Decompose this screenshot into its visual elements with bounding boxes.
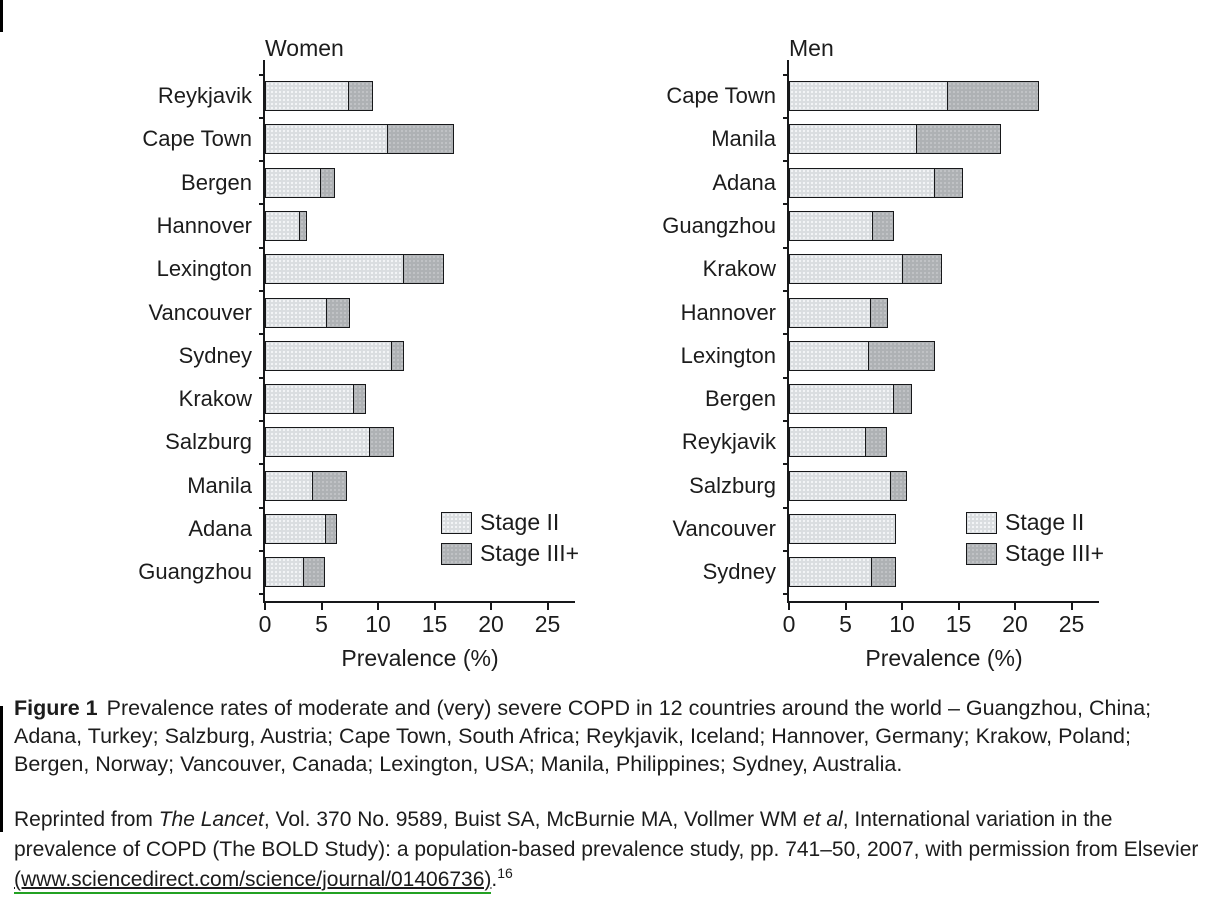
bar-lexington [789, 341, 935, 371]
bar-krakow [789, 254, 942, 284]
x-axis [787, 601, 1099, 603]
legend-swatch-stage-iii [966, 543, 997, 565]
y-axis-tick [783, 117, 788, 119]
attribution-segment: et al [803, 808, 843, 831]
x-tick-label: 10 [365, 611, 391, 637]
bar-vancouver [789, 514, 896, 544]
category-label: Hannover [680, 299, 776, 325]
y-axis-tick [783, 203, 788, 205]
x-axis-tick [1071, 603, 1073, 610]
bar-segment-stage-iii [947, 82, 1037, 110]
bar-hannover [789, 298, 888, 328]
category-label: Krakow [702, 256, 776, 282]
category-label: Lexington [680, 342, 776, 368]
category-label: Lexington [156, 256, 252, 282]
bar-reykjavik [789, 427, 887, 457]
bar-segment-stage-iii [902, 255, 940, 283]
category-label: Sydney [702, 559, 776, 585]
x-tick-label: 25 [1058, 611, 1085, 637]
bar-segment-stage-iii [890, 472, 906, 500]
y-axis-tick [783, 333, 788, 335]
category-label: Adana [188, 516, 252, 541]
y-axis-tick [783, 593, 788, 595]
legend-label: Stage II [480, 509, 560, 535]
y-axis-tick [783, 247, 788, 249]
y-axis-tick [783, 420, 788, 422]
scan-artifact-left-margin [0, 706, 3, 832]
x-axis-tick [958, 603, 960, 610]
category-label: Salzburg [689, 472, 776, 498]
category-label: Cape Town [142, 126, 252, 152]
figure-caption-body: Prevalence rates of moderate and (very) severe COPD in 12 countries around the world – Guangzhou, China; Adana, Turkey; Salzburg, Austria; Cape Town, South Africa; Reykjavik, Iceland; Hannover, Germany; Krakow, Poland; Bergen, Norway; Vancouver, Canada; Lexington, USA; Manila, Philippines; Sydney, Australia. [14, 696, 1152, 776]
y-axis-tick [783, 507, 788, 509]
y-axis-tick [783, 74, 788, 76]
x-axis-tick [788, 603, 790, 610]
bar-segment-stage-iii [934, 169, 962, 197]
category-label: Sydney [178, 342, 252, 368]
attribution-segment: The Lancet [158, 808, 264, 831]
x-tick-label: 10 [889, 611, 915, 637]
bar-adana [789, 168, 963, 198]
y-axis-tick [783, 160, 788, 162]
category-label: Guangzhou [138, 559, 252, 585]
x-axis-tick [1014, 603, 1016, 610]
category-label: Salzburg [165, 429, 252, 455]
category-label: Bergen [705, 386, 776, 412]
category-label: Hannover [156, 212, 252, 238]
figure-caption-label: Figure 1 [14, 696, 98, 720]
x-axis-label: Prevalence (%) [341, 645, 499, 671]
y-axis-tick [783, 377, 788, 379]
bar-segment-stage-iii [870, 299, 888, 327]
legend-label: Stage III+ [1005, 540, 1105, 566]
bar-bergen [789, 384, 912, 414]
y-axis-tick [783, 290, 788, 292]
bar-cape-town [789, 81, 1039, 111]
x-tick-label: 25 [534, 611, 561, 637]
category-label: Bergen [181, 169, 252, 195]
x-axis-tick [845, 603, 847, 610]
x-axis-tick [901, 603, 903, 610]
category-label: Reykjavik [681, 429, 776, 455]
y-axis-tick [783, 550, 788, 552]
x-tick-label: 0 [782, 611, 796, 637]
bar-salzburg [789, 471, 907, 501]
attribution-segment: , International variation in the prevalence of COPD (The BOLD Study): a population-based prevalence study, pp. 741–50, 2007, with permission from Elsevier [14, 808, 1199, 861]
reference-superscript: 16 [497, 865, 513, 881]
category-label: Krakow [178, 386, 252, 412]
x-tick-label: 20 [1002, 611, 1028, 637]
bar-sydney [789, 557, 896, 587]
legend-label: Stage III+ [480, 540, 580, 566]
attribution-text [14, 805, 1212, 895]
legend-swatch-stage-ii [966, 512, 997, 534]
bar-segment-stage-iii [893, 385, 911, 413]
attribution-segment: . [491, 868, 498, 891]
x-tick-label: 20 [478, 611, 504, 637]
bar-segment-stage-iii [868, 342, 933, 370]
x-tick-label: 5 [315, 611, 328, 637]
category-label: Manila [711, 126, 776, 152]
bar-manila [789, 124, 1001, 154]
bar-segment-stage-iii [872, 212, 893, 240]
x-tick-label: 5 [839, 611, 852, 637]
category-label: Vancouver [672, 516, 776, 541]
x-tick-label: 15 [421, 611, 448, 637]
bar-segment-stage-iii [865, 428, 886, 456]
category-label: Cape Town [666, 83, 776, 108]
chart-title: Men [789, 35, 834, 61]
figure-caption [14, 694, 1212, 778]
category-label: Vancouver [148, 299, 252, 325]
attribution-segment: , Vol. 370 No. 9589, Buist SA, McBurnie MA, Vollmer WM [263, 808, 804, 831]
category-label: Guangzhou [662, 212, 776, 238]
x-tick-label: 0 [258, 611, 272, 637]
bar-segment-stage-iii [871, 558, 896, 586]
category-label: Reykjavik [157, 83, 252, 108]
x-axis-label: Prevalence (%) [865, 645, 1023, 671]
bar-guangzhou [789, 211, 894, 241]
legend-label: Stage II [1005, 509, 1085, 535]
y-axis-tick [783, 463, 788, 465]
attribution-segment: Reprinted from [14, 808, 159, 831]
sciencedirect-link[interactable]: (www.sciencedirect.com/science/journal/01406736) [14, 868, 491, 894]
chart-title: Women [265, 35, 344, 61]
bar-segment-stage-iii [916, 125, 1001, 153]
category-label: Manila [187, 472, 252, 498]
category-label: Adana [712, 169, 776, 195]
x-tick-label: 15 [945, 611, 972, 637]
